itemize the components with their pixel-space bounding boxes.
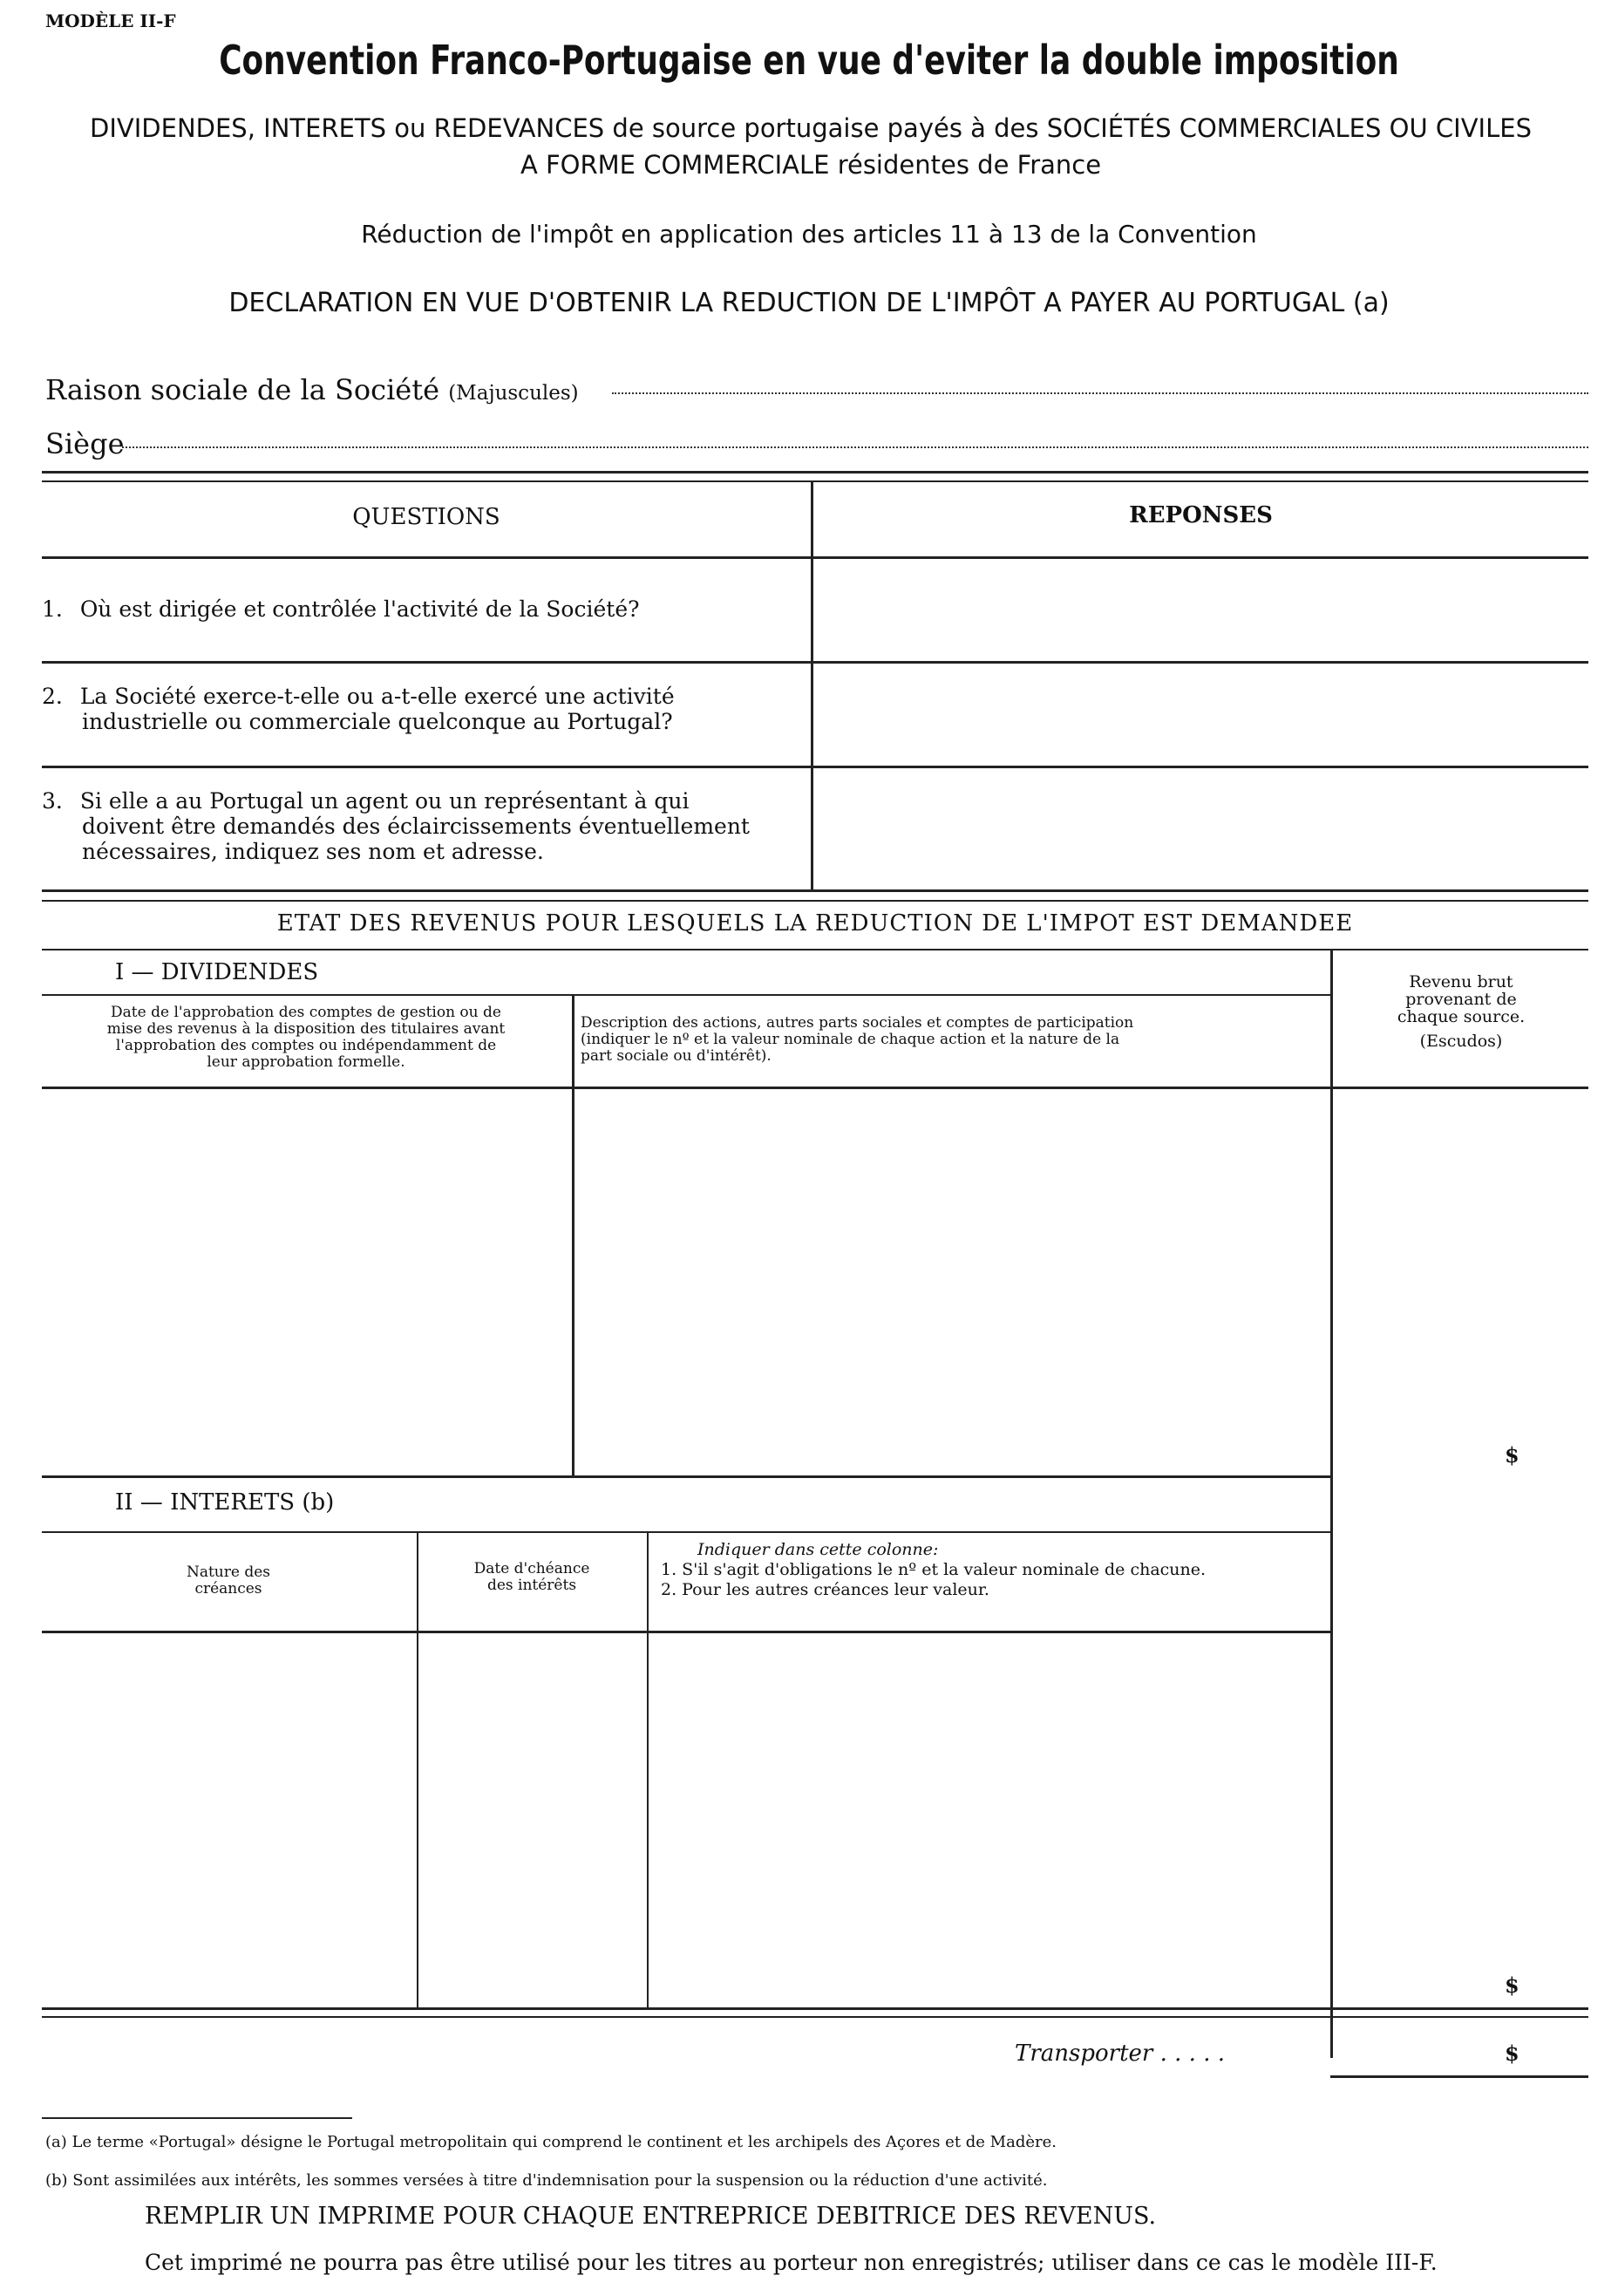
carry-forward-value: $ bbox=[1505, 2041, 1519, 2066]
seat-field[interactable] bbox=[122, 446, 1588, 448]
dividends-heading: I — DIVIDENDES bbox=[115, 959, 319, 985]
income-bottom-rule-1 bbox=[42, 2007, 1588, 2010]
question-2 bbox=[42, 684, 800, 734]
subtitle-line-1: DIVIDENDES, INTERETS ou REDEVANCES de source portugaise payés à des SOCIÉTÉS COMMERCIALES OU CIVILES bbox=[90, 113, 1532, 143]
question-1-text: Où est dirigée et contrôlée l'activité de la Société? bbox=[79, 596, 640, 622]
dividends-bottom-rule bbox=[42, 1475, 1330, 1478]
footnote-a: (a) Le terme «Portugal» désigne le Portugal metropolitain qui comprend le continent et les archipels des Açores et de Madère. bbox=[45, 2133, 1057, 2151]
reduction-line: Réduction de l'impôt en application des articles 11 à 13 de la Convention bbox=[361, 220, 1257, 249]
dividends-column-divider bbox=[572, 996, 574, 1475]
question-1-number: 1. bbox=[42, 596, 63, 622]
qa-row-1-rule bbox=[42, 661, 1588, 664]
interests-due-date-header bbox=[420, 1561, 643, 1594]
question-3 bbox=[42, 788, 800, 864]
dividends-heading-rule bbox=[42, 994, 1330, 996]
carry-forward-field[interactable] bbox=[1334, 2020, 1587, 2074]
gross-header-line-3: chaque source. bbox=[1397, 1007, 1526, 1026]
income-bottom-rule-2 bbox=[42, 2016, 1588, 2018]
dividends-subtotal: $ bbox=[1505, 1442, 1519, 1468]
dividends-date-field[interactable] bbox=[44, 1090, 570, 1474]
interests-header-rule bbox=[42, 1631, 1330, 1633]
qa-row-2-rule bbox=[42, 766, 1588, 768]
company-name-label bbox=[45, 373, 579, 406]
question-1 bbox=[42, 596, 800, 622]
interests-nature-field[interactable] bbox=[44, 1634, 415, 2006]
income-heading-rule bbox=[42, 949, 1588, 950]
gross-column-divider bbox=[1330, 950, 1333, 2058]
footnote-b: (b) Sont assimilées aux intérêts, les sommes versées à titre d'indemnisation pour la suspension ou la réduction d'une activité. bbox=[45, 2171, 1048, 2190]
instruction-line: REMPLIR UN IMPRIME POUR CHAQUE ENTREPRICE DEBITRICE DES REVENUS. bbox=[145, 2203, 1157, 2230]
seat-label: Siège bbox=[45, 427, 125, 460]
qa-top-rule-1 bbox=[42, 471, 1588, 474]
answer-3-field[interactable] bbox=[815, 769, 1587, 888]
company-name-text: Raison sociale de la Société bbox=[45, 373, 440, 406]
gross-income-header bbox=[1334, 973, 1588, 1050]
interests-indication-field[interactable] bbox=[650, 1634, 1329, 2006]
dividends-description-field[interactable] bbox=[575, 1090, 1329, 1474]
dividends-date-line-2: mise des revenus à la disposition des titulaires avant bbox=[106, 1020, 506, 1038]
dividends-date-line-3: l'approbation des comptes ou indépendamment de bbox=[115, 1037, 497, 1054]
interests-due-line-1: Date d'chéance bbox=[473, 1560, 590, 1577]
interests-subtotal: $ bbox=[1505, 1972, 1519, 1998]
interests-heading bbox=[115, 1489, 334, 1516]
model-label: MODÈLE II-F bbox=[45, 10, 176, 31]
company-name-field[interactable] bbox=[612, 392, 1588, 394]
usage-note: Cet imprimé ne pourra pas être utilisé pour les titres au porteur non enregistrés; utiliser dans ce cas le modèle III-F. bbox=[145, 2250, 1438, 2275]
dividends-date-line-4: leur approbation formelle. bbox=[207, 1053, 405, 1071]
question-2-text-1: La Société exerce-t-elle ou a-t-elle exercé une activité bbox=[79, 684, 675, 709]
interests-nature-line-2: créances bbox=[194, 1580, 262, 1598]
qa-bottom-rule-2 bbox=[42, 900, 1588, 902]
question-3-text-2: doivent être demandés des éclaircissements éventuellement bbox=[82, 814, 750, 839]
col-answers-header: REPONSES bbox=[1129, 502, 1273, 528]
question-3-line-1 bbox=[42, 788, 800, 814]
carry-bottom-rule bbox=[1330, 2075, 1588, 2078]
interests-ind-head: Indiquer dans cette colonne: bbox=[697, 1540, 939, 1559]
dividends-gross-field[interactable] bbox=[1334, 1090, 1587, 1474]
qa-column-divider bbox=[811, 482, 813, 892]
dividends-description-header bbox=[581, 1015, 1322, 1065]
carry-forward-label: Transporter . . . . . bbox=[1015, 2041, 1225, 2067]
gross-header-rule bbox=[1332, 1087, 1588, 1089]
interests-gross-field[interactable] bbox=[1334, 1482, 1587, 2006]
question-2-line-1 bbox=[42, 684, 800, 709]
dividends-desc-line-1: Description des actions, autres parts sociales et comptes de participation bbox=[581, 1014, 1134, 1032]
interests-due-date-field[interactable] bbox=[420, 1634, 645, 2006]
interests-heading-text: II — INTERETS (b) bbox=[115, 1489, 335, 1516]
form-title: Convention Franco-Portugaise en vue d'eviter la double imposition bbox=[219, 37, 1399, 84]
dividends-desc-line-2: (indiquer le nº et la valeur nominale de chaque action et la nature de la bbox=[581, 1031, 1120, 1048]
interests-ind-item-1: 1. S'il s'agit d'obligations le nº et la valeur nominale de chacune. bbox=[661, 1560, 1207, 1579]
question-2-text-2: industrielle ou commerciale quelconque au Portugal? bbox=[82, 709, 673, 734]
qa-top-rule-2 bbox=[42, 480, 1588, 482]
income-heading: ETAT DES REVENUS POUR LESQUELS LA REDUCTION DE L'IMPOT EST DEMANDEE bbox=[276, 910, 1354, 937]
question-3-number: 3. bbox=[42, 788, 63, 814]
dividends-header-rule bbox=[42, 1087, 1330, 1089]
gross-header-line-4: (Escudos) bbox=[1419, 1032, 1503, 1051]
footnote-separator bbox=[42, 2117, 352, 2119]
interests-nature-line-1: Nature des bbox=[186, 1564, 271, 1581]
interests-heading-rule bbox=[42, 1531, 1330, 1533]
qa-header-rule bbox=[42, 556, 1588, 559]
dividends-date-line-1: Date de l'approbation des comptes de gestion ou de bbox=[111, 1004, 501, 1021]
dividends-desc-line-3: part sociale ou d'intérêt). bbox=[581, 1047, 772, 1065]
dividends-date-header bbox=[45, 1005, 567, 1071]
question-2-number: 2. bbox=[42, 684, 63, 709]
qa-bottom-rule-1 bbox=[42, 889, 1588, 892]
question-3-text-3: nécessaires, indiquez ses nom et adresse. bbox=[82, 839, 544, 864]
interests-due-line-2: des intérêts bbox=[486, 1577, 577, 1594]
declaration-line: DECLARATION EN VUE D'OBTENIR LA REDUCTION DE L'IMPÔT A PAYER AU PORTUGAL (a) bbox=[228, 288, 1390, 318]
company-name-hint: (Majuscules) bbox=[448, 382, 579, 405]
gross-header-line-1: Revenu brut bbox=[1409, 972, 1513, 991]
interests-col-divider-2 bbox=[647, 1533, 649, 2007]
interests-ind-item-2: 2. Pour les autres créances leur valeur. bbox=[661, 1580, 989, 1599]
subtitle-line-2: A FORME COMMERCIALE résidentes de France bbox=[520, 150, 1102, 180]
question-3-text-1: Si elle a au Portugal un agent ou un représentant à qui bbox=[79, 788, 690, 814]
interests-indication-header bbox=[661, 1540, 1327, 1600]
col-questions-header: QUESTIONS bbox=[352, 504, 500, 530]
answer-2-field[interactable] bbox=[815, 664, 1587, 766]
interests-nature-header bbox=[45, 1564, 411, 1598]
gross-header-line-2: provenant de bbox=[1405, 990, 1517, 1009]
interests-col-divider-1 bbox=[417, 1533, 418, 2007]
answer-1-field[interactable] bbox=[815, 560, 1587, 661]
